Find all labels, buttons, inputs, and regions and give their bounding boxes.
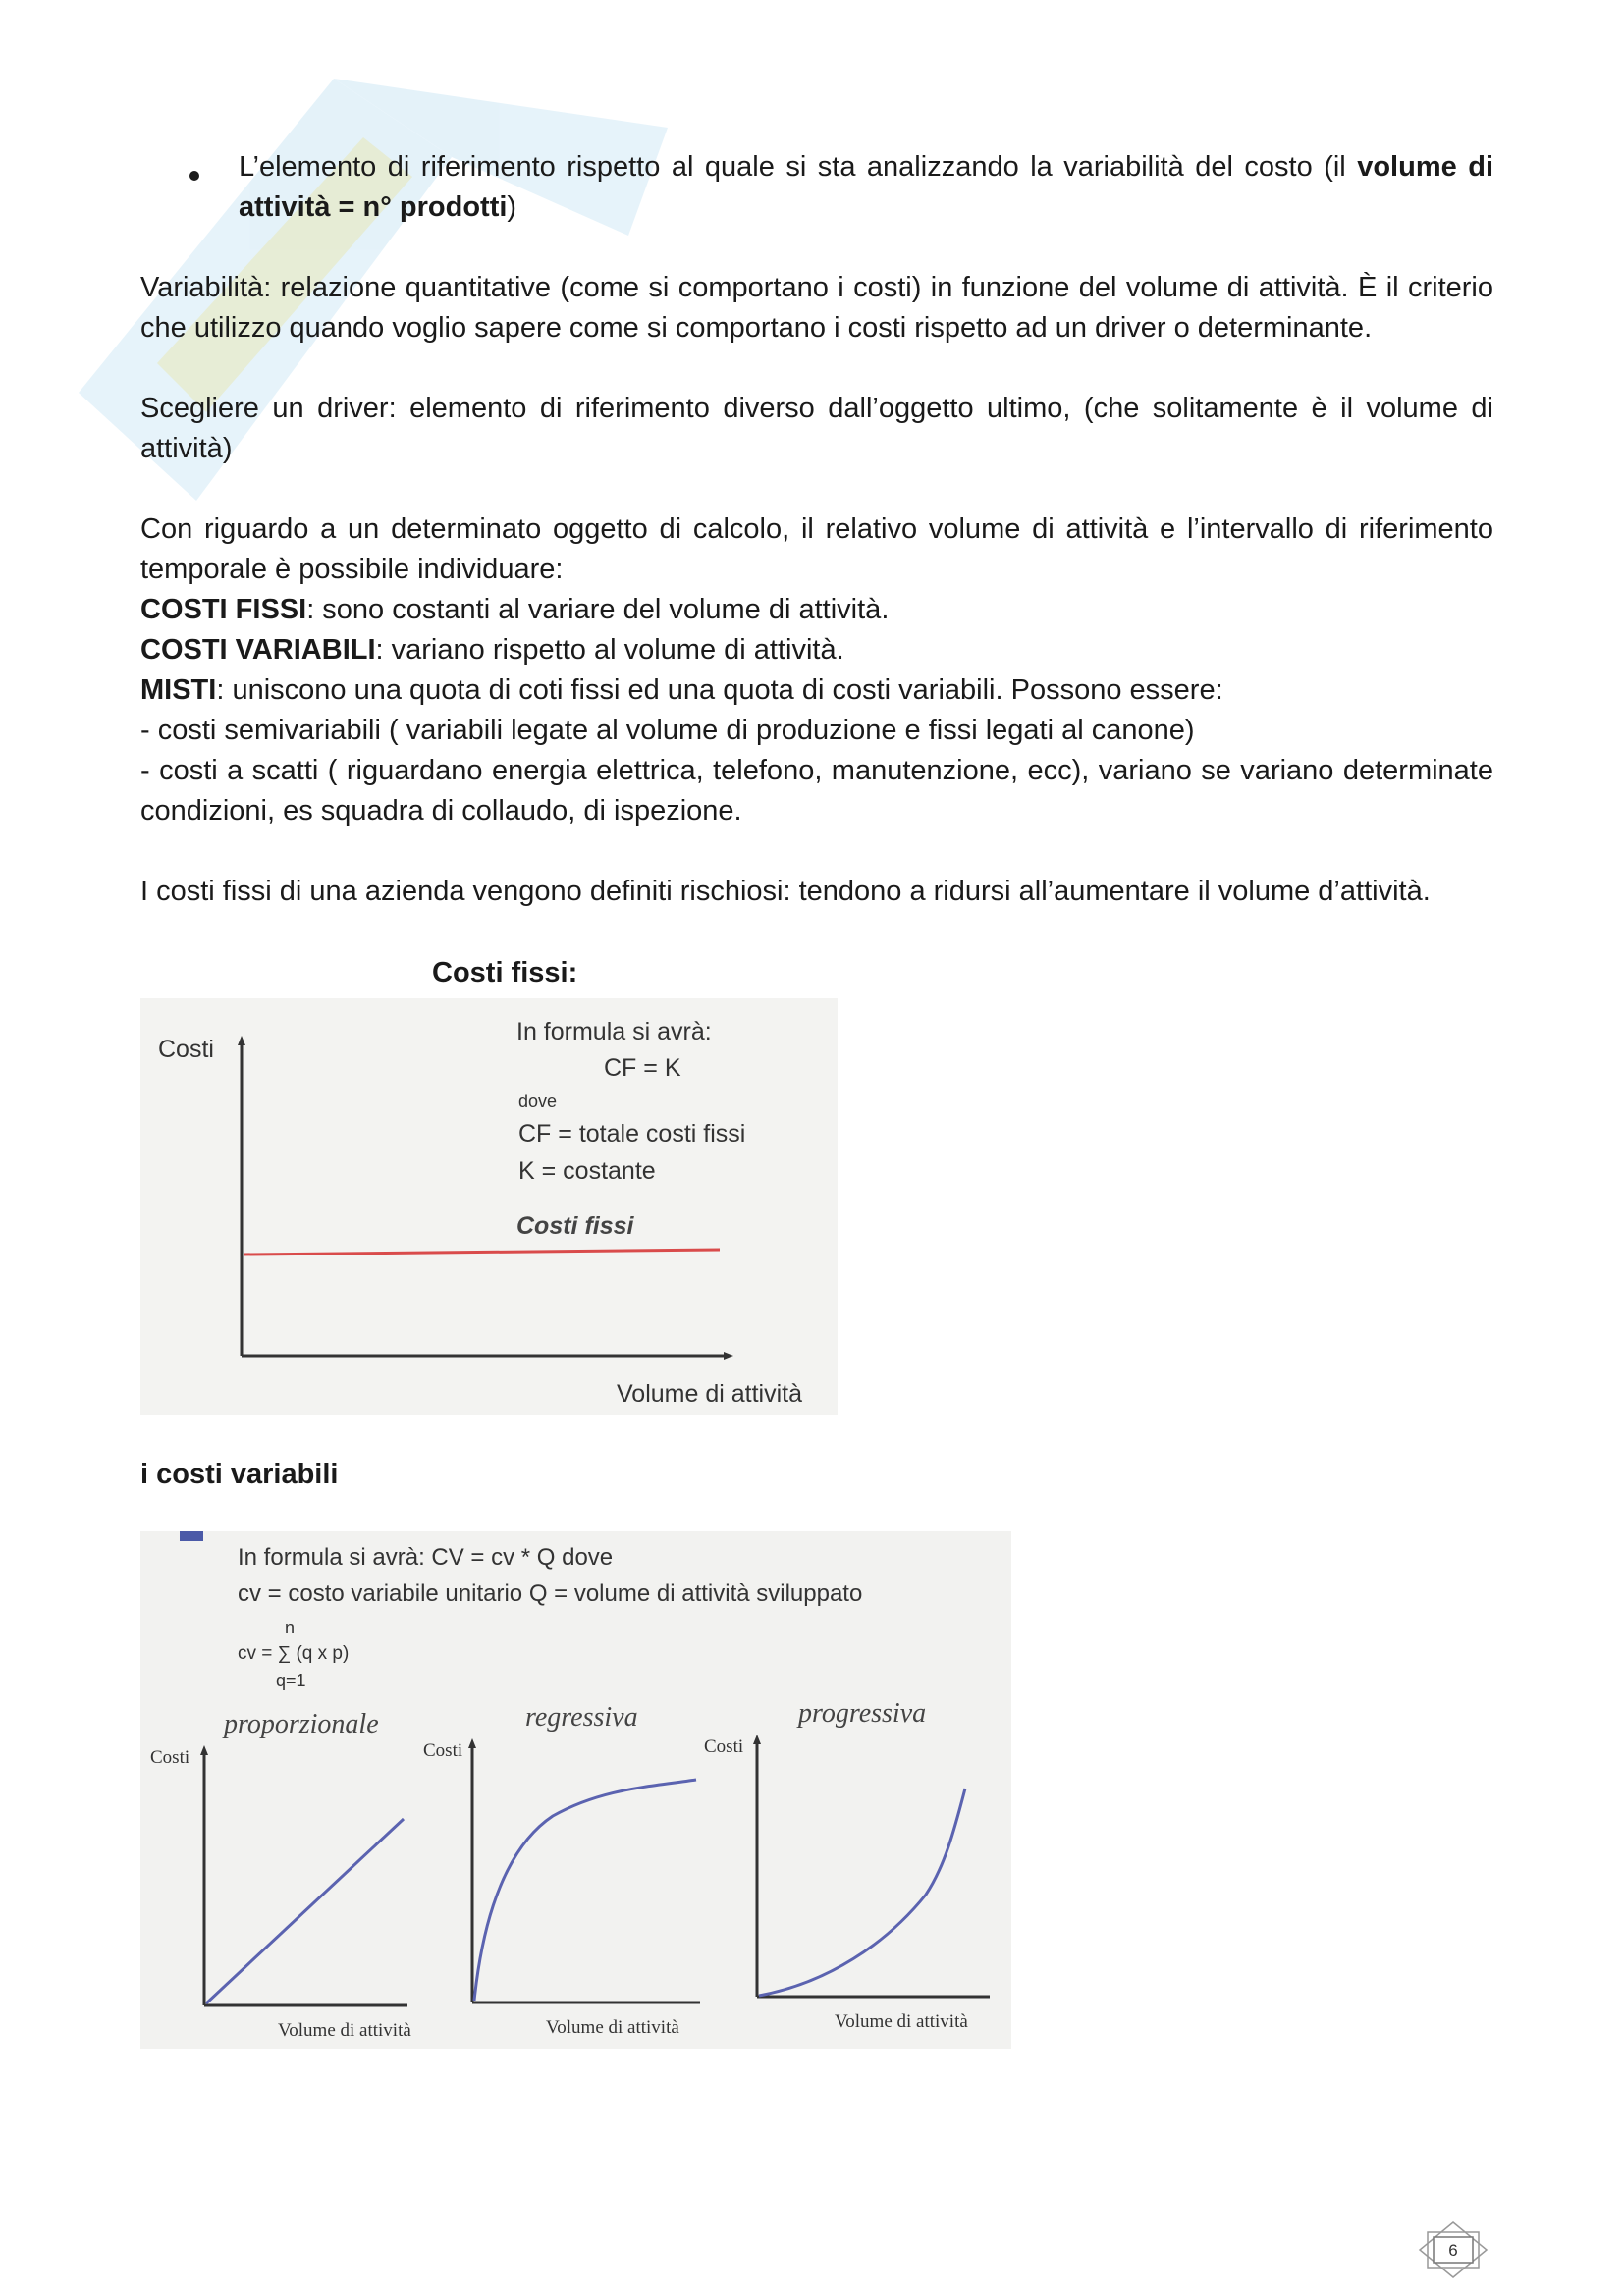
heading-costi-fissi: Costi fissi:: [432, 957, 578, 988]
heading-costi-variabili: i costi variabili: [140, 1459, 339, 1490]
panel-progressiva-y-arrow: [753, 1735, 761, 1744]
bullet-text-end: ): [507, 191, 517, 223]
fig1-formula: CF = K: [604, 1054, 681, 1082]
chart-costi-fissi: [140, 998, 838, 1415]
panel-progressiva-ylabel: Costi: [704, 1736, 744, 1757]
panel-progressiva-curve: [759, 1789, 965, 1996]
page-number-box: [1418, 2220, 1489, 2279]
paragraph-driver: Scegliere un driver: elemento di riferimento diverso dall’oggetto ultimo, (che solitamente è il volume di attività): [140, 393, 1493, 464]
bullet-dot: [189, 171, 199, 181]
fig2-formula-line2: cv = costo variabile unitario Q = volume di attività sviluppato: [238, 1580, 863, 1607]
costi-fissi-label: COSTI FISSI: [140, 594, 307, 625]
costi-variabili-line: [140, 630, 1493, 670]
fig2-sum-bottom: q=1: [276, 1671, 306, 1690]
fig2-sum-formula: cv = ∑ (q x p): [238, 1643, 350, 1664]
panel-proporzionale-xlabel: Volume di attività: [278, 2020, 411, 2041]
figure-costi-variabili: [140, 1531, 1011, 2049]
page-number-ornament: [1418, 2220, 1489, 2279]
panel-proporzionale-ylabel: Costi: [150, 1747, 190, 1768]
fig1-dove: dove: [518, 1092, 558, 1111]
costi-variabili-label: COSTI VARIABILI: [140, 634, 376, 666]
fig1-formula-intro: In formula si avrà:: [516, 1018, 712, 1045]
panel-progressiva: [704, 1698, 990, 2032]
panel-regressiva-xlabel: Volume di attività: [546, 2017, 679, 2038]
panel-proporzionale-y-arrow: [200, 1745, 208, 1755]
fig1-line-label: Costi fissi: [516, 1212, 634, 1240]
misti-line: [140, 670, 1493, 711]
panel-progressiva-xlabel: Volume di attività: [835, 2011, 968, 2032]
panel-regressiva-title: regressiva: [525, 1702, 638, 1733]
fig1-ylabel: Costi: [158, 1036, 214, 1063]
costi-fissi-text: : sono costanti al variare del volume di attività.: [306, 594, 890, 625]
fig2-sum-top: n: [285, 1618, 296, 1637]
misti-label: MISTI: [140, 674, 217, 706]
panel-regressiva-y-arrow: [468, 1738, 476, 1748]
paragraph-variabilita: Variabilità: relazione quantitative (come si comportano i costi) in funzione del volume di attività. È il criterio che utilizzo quando voglio sapere come si comportano i costi rispetto ad un driver o determinante.: [140, 272, 1493, 344]
paragraph-rischiosi: I costi fissi di una azienda vengono definiti rischiosi: tendono a ridursi all’aumentare il volume d’attività.: [140, 876, 1431, 907]
panel-progressiva-title: progressiva: [798, 1698, 927, 1729]
misti-text: : uniscono una quota di coti fissi ed una quota di costi variabili. Possono essere:: [216, 674, 1223, 706]
fig1-def-cf: CF = totale costi fissi: [518, 1120, 746, 1148]
page-number: 6: [1448, 2241, 1458, 2260]
paragraph-scatti: - costi a scatti ( riguardano energia elettrica, telefono, manutenzione, ecc), variano se variano determinate condizioni, es squadra di collaudo, di ispezione.: [140, 755, 1493, 827]
figure-costi-fissi: [140, 998, 838, 1415]
fig1-def-k: K = costante: [518, 1157, 656, 1185]
panel-proporzionale-title: proporzionale: [224, 1709, 379, 1739]
panel-proporzionale-curve: [206, 1819, 404, 2003]
bullet-bold-text: volume di attività = n° prodotti: [239, 151, 1493, 223]
fig1-xlabel: Volume di attività: [617, 1380, 802, 1408]
panel-proporzionale: [150, 1709, 411, 2041]
fig1-y-arrow: [238, 1036, 245, 1045]
bullet-item: [239, 147, 1493, 228]
panel-regressiva-ylabel: Costi: [423, 1740, 463, 1761]
paragraph-semivariabili: - costi semivariabili ( variabili legate al volume di produzione e fissi legati al canone): [140, 715, 1195, 746]
fig1-x-arrow: [724, 1352, 733, 1360]
bullet-text: L’elemento di riferimento rispetto al quale si sta analizzando la variabilità del costo (il: [239, 151, 1358, 183]
costi-variabili-text: : variano rispetto al volume di attività.: [375, 634, 844, 666]
costi-fissi-line: [140, 590, 1493, 630]
fig1-costi-fissi-line: [244, 1250, 720, 1255]
paragraph-riguardo: Con riguardo a un determinato oggetto di calcolo, il relativo volume di attività e l’intervallo di riferimento temporale è possibile individuare:: [140, 513, 1493, 585]
fig2-corner-mark: [180, 1531, 203, 1541]
panel-regressiva: [423, 1702, 700, 2038]
chart-costi-variabili: [140, 1531, 1011, 2049]
fig2-formula-line1: In formula si avrà: CV = cv * Q dove: [238, 1544, 614, 1571]
panel-regressiva-curve: [474, 1780, 696, 2001]
